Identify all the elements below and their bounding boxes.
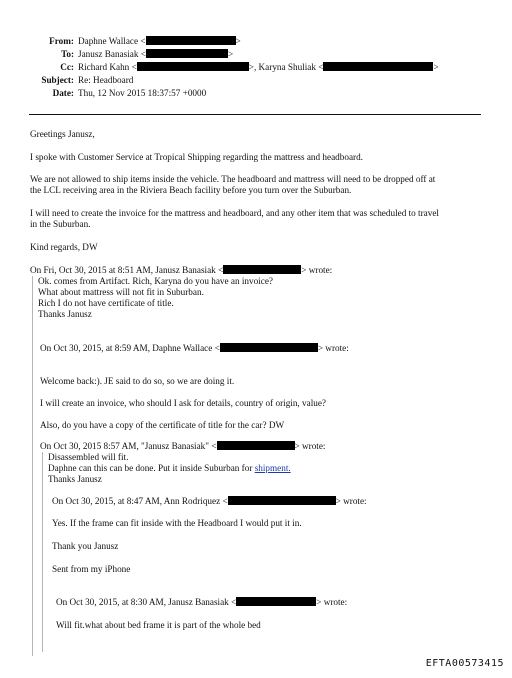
document-id: EFTA00573415 xyxy=(425,658,504,669)
quote-2-line-3: Also, do you have a copy of the certificate of title for the car? DW xyxy=(40,420,285,430)
quote-bar xyxy=(32,276,33,656)
quote-5-intro xyxy=(56,597,347,608)
quote-3-intro-text: On Oct 30, 2015 8:57 AM, "Janusz Banasiak" < xyxy=(40,441,217,451)
quote-3-line-2-text: Daphne can this can be done. Put it inside Suburban for xyxy=(48,463,255,473)
cc-name-2: >, Karyna Shuliak < xyxy=(248,62,324,72)
to-name: Janusz Banasiak < xyxy=(78,49,146,59)
quote-5-line-1: Will fit.what about bed frame it is part of the whole bed xyxy=(56,620,261,630)
cc-label: Cc: xyxy=(60,62,74,72)
from-value xyxy=(78,36,241,46)
quote-1-line: Rich I do not have certificate of title. xyxy=(38,298,174,308)
redaction-bar xyxy=(137,62,249,71)
quote-bar xyxy=(42,452,43,652)
header-divider xyxy=(29,114,481,115)
greeting: Greetings Janusz, xyxy=(30,129,95,139)
quote-1-intro-text: On Fri, Oct 30, 2015 at 8:51 AM, Janusz Banasiak < xyxy=(30,265,224,275)
quote-3-line-3: Thanks Janusz xyxy=(48,474,102,484)
date-value: Thu, 12 Nov 2015 18:37:57 +0000 xyxy=(78,88,207,98)
redaction-bar xyxy=(217,441,295,450)
quote-1-line: Ok. comes from Artifact. Rich, Karyna do you have an invoice? xyxy=(38,276,273,286)
cc-suffix: > xyxy=(433,62,439,72)
to-suffix: > xyxy=(227,49,234,59)
body-paragraph-3-line-1: I will need to create the invoice for the mattress and headboard, and any other item that was scheduled to travel xyxy=(30,208,439,218)
subject-value: Re: Headboard xyxy=(78,75,134,85)
subject-label: Subject: xyxy=(41,75,74,85)
body-paragraph-3-line-2: in the Suburban. xyxy=(30,219,91,229)
from-label: From: xyxy=(49,36,74,46)
quote-1-line: What about mattress will not fit in Suburban. xyxy=(38,287,204,297)
from-name: Daphne Wallace < xyxy=(78,36,146,46)
quote-4-intro-text: On Oct 30, 2015, at 8:47 AM, Ann Rodriquez < xyxy=(52,496,228,506)
shipment-link[interactable]: shipment. xyxy=(254,463,291,473)
quote-1-intro-suffix: > wrote: xyxy=(301,265,333,275)
to-label: To: xyxy=(61,49,74,59)
redaction-bar xyxy=(323,62,433,71)
redaction-bar xyxy=(146,36,236,45)
redaction-bar xyxy=(228,496,336,505)
quote-4-intro-suffix: > wrote: xyxy=(335,496,367,506)
quote-2-intro-suffix: > wrote: xyxy=(317,343,349,353)
redaction-bar xyxy=(220,343,318,352)
quote-3-line-2 xyxy=(48,463,291,474)
body-paragraph-2-line-2: the LCL receiving area in the Riviera Beach facility before you turn over the Suburban. xyxy=(30,185,352,195)
quote-2-line-1: Welcome back:). JE said to do so, so we are doing it. xyxy=(40,376,235,386)
quote-1-intro xyxy=(30,265,332,276)
quote-3-intro xyxy=(40,441,325,452)
body-paragraph-1: I spoke with Customer Service at Tropical Shipping regarding the mattress and headboard. xyxy=(30,152,363,162)
redaction-bar xyxy=(236,597,316,606)
body-paragraph-2-line-1: We are not allowed to ship items inside the vehicle. The headboard and mattress will need to be dropped off at xyxy=(30,174,436,184)
quote-4-line-2: Thank you Janusz xyxy=(52,541,119,551)
quote-2-intro-text: On Oct 30, 2015, at 8:59 AM, Daphne Wallace < xyxy=(40,343,220,353)
date-label: Date: xyxy=(52,88,74,98)
quote-4-line-3: Sent from my iPhone xyxy=(52,564,131,574)
to-value xyxy=(78,49,233,59)
from-suffix: > xyxy=(235,36,241,46)
redaction-bar xyxy=(223,265,301,274)
cc-value xyxy=(78,62,439,72)
quote-5-intro-text: On Oct 30, 2015, at 8:30 AM, Janusz Banasiak < xyxy=(56,597,237,607)
signoff: Kind regards, DW xyxy=(30,242,98,252)
quote-5-intro-suffix: > wrote: xyxy=(316,597,348,607)
quote-4-intro xyxy=(52,496,367,507)
quote-1-line: Thanks Janusz xyxy=(38,309,92,319)
quote-3-intro-suffix: > wrote: xyxy=(294,441,326,451)
quote-4-line-1: Yes. If the frame can fit inside with the Headboard I would put it in. xyxy=(52,518,302,528)
quote-3-line-1: Disassembled will fit. xyxy=(48,452,129,462)
redaction-bar xyxy=(146,49,228,58)
cc-name-1: Richard Kahn < xyxy=(78,62,137,72)
quote-2-line-2: I will create an invoice, who should I ask for details, country of origin, value? xyxy=(40,398,327,408)
quote-2-intro xyxy=(40,343,349,354)
